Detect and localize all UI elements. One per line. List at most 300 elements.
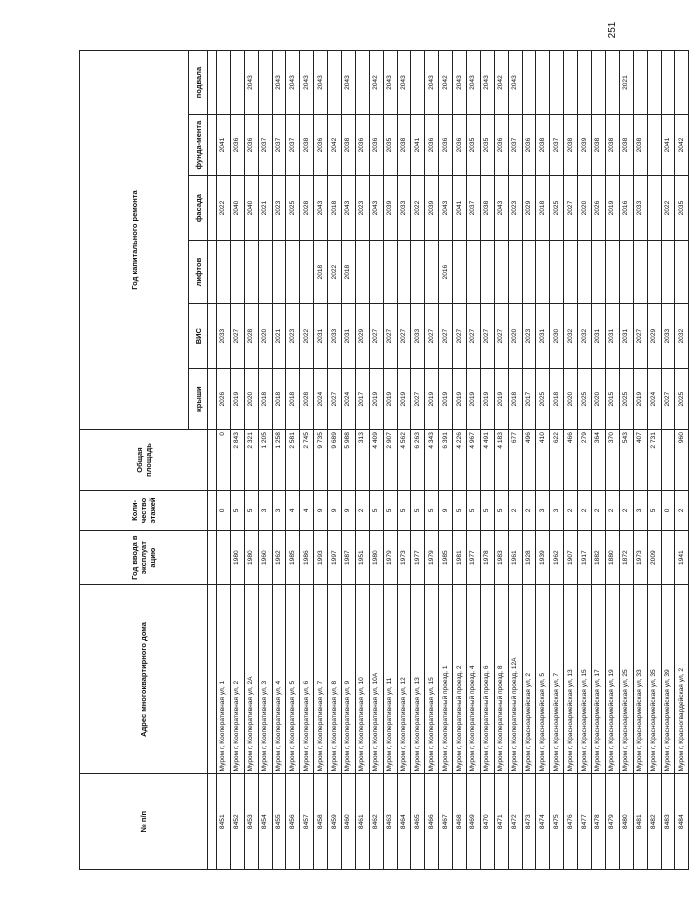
cell-num: 8458 [314, 774, 328, 870]
cell-basement: 2043 [300, 51, 314, 115]
cell-area: 543 [619, 430, 633, 491]
rotated-table-container [79, 50, 685, 870]
column-index-row [208, 51, 217, 870]
cell-address: Муром г, Кооперативный проезд, 8 [494, 585, 508, 774]
header-facade: фасада [189, 176, 208, 241]
cell-vis: 2032 [578, 304, 592, 369]
cell-num: 8470 [480, 774, 494, 870]
cell-year-built: 1962 [272, 530, 286, 585]
cell-year-built: 1986 [300, 530, 314, 585]
cell-foundation: 2036 [522, 115, 536, 176]
cell-year-built: 1961 [508, 530, 522, 585]
cell-num: 8464 [397, 774, 411, 870]
cell-year-built: 1977 [467, 530, 481, 585]
cell-foundation: 2036 [425, 115, 439, 176]
cell-area: 4 409 [369, 430, 383, 491]
cell-roof: 2019 [453, 369, 467, 430]
cell-lifts [675, 241, 689, 304]
cell-basement [647, 51, 661, 115]
cell-floors: 2 [355, 490, 369, 530]
cell-num: 8454 [258, 774, 272, 870]
cell-vis: 2033 [411, 304, 425, 369]
cell-year-built: 1907 [564, 530, 578, 585]
cell-foundation: 2042 [328, 115, 342, 176]
cell-vis: 2032 [564, 304, 578, 369]
table-body [217, 51, 689, 870]
cell-roof: 2020 [244, 369, 258, 430]
cell-address: Муром г, Красноармейская ул, 39 [661, 585, 675, 774]
cell-roof: 2019 [439, 369, 453, 430]
table-row [258, 51, 272, 870]
cell-floors: 3 [258, 490, 272, 530]
cell-facade: 2043 [494, 176, 508, 241]
cell-roof: 2027 [661, 369, 675, 430]
cell-roof: 2019 [383, 369, 397, 430]
cell-area: 0 [217, 430, 231, 491]
cell-address: Муром г, Кооперативная ул, 3 [258, 585, 272, 774]
cell-address: Муром г, Кооперативная ул, 4 [272, 585, 286, 774]
header-basement: подвала [189, 51, 208, 115]
cell-year-built: 1939 [536, 530, 550, 585]
cell-address: Муром г, Красноармейская ул, 7 [550, 585, 564, 774]
cell-roof: 2025 [619, 369, 633, 430]
cell-lifts [411, 241, 425, 304]
cell-basement [675, 51, 689, 115]
cell-lifts: 2016 [439, 241, 453, 304]
cell-foundation: 2038 [633, 115, 647, 176]
cell-num: 8477 [578, 774, 592, 870]
table-row [383, 51, 397, 870]
cell-area: 407 [633, 430, 647, 491]
cell-num: 8456 [286, 774, 300, 870]
header-year-built: Год ввода в эксплуат ацию [80, 530, 208, 585]
cell-vis: 2023 [286, 304, 300, 369]
cell-floors: 9 [314, 490, 328, 530]
cell-foundation: 2038 [564, 115, 578, 176]
cell-area: 9 689 [328, 430, 342, 491]
cell-address: Муром г, Кооперативный проезд, 4 [467, 585, 481, 774]
cell-facade: 2022 [661, 176, 675, 241]
cell-foundation: 2036 [244, 115, 258, 176]
cell-basement [230, 51, 244, 115]
table-row [494, 51, 508, 870]
cell-num: 8476 [564, 774, 578, 870]
cell-foundation: 2038 [605, 115, 619, 176]
cell-address: Муром г, Кооперативная ул, 12 [397, 585, 411, 774]
cell-basement [522, 51, 536, 115]
cell-facade: 2035 [675, 176, 689, 241]
cell-year-built: 1979 [383, 530, 397, 585]
cell-vis: 2027 [369, 304, 383, 369]
cell-year-built: 1997 [328, 530, 342, 585]
table-row [425, 51, 439, 870]
cell-address: Муром г, Красноармейская ул, 19 [605, 585, 619, 774]
cell-lifts [592, 241, 606, 304]
cell-basement: 2043 [453, 51, 467, 115]
cell-area: 4 562 [397, 430, 411, 491]
cell-area: 2 731 [647, 430, 661, 491]
cell-roof: 2024 [342, 369, 356, 430]
cell-roof: 2025 [536, 369, 550, 430]
cell-floors: 5 [244, 490, 258, 530]
header-roof: крыши [189, 369, 208, 430]
cell-lifts [453, 241, 467, 304]
cell-vis: 2021 [272, 304, 286, 369]
cell-foundation: 2041 [661, 115, 675, 176]
cell-year-built: 1928 [522, 530, 536, 585]
cell-roof: 2019 [230, 369, 244, 430]
cell-area: 1 258 [272, 430, 286, 491]
cell-num: 8469 [467, 774, 481, 870]
cell-foundation [647, 115, 661, 176]
table-row [550, 51, 564, 870]
cell-vis: 2033 [328, 304, 342, 369]
cell-floors: 3 [550, 490, 564, 530]
cell-roof: 2018 [550, 369, 564, 430]
cell-lifts [578, 241, 592, 304]
cell-vis: 2027 [494, 304, 508, 369]
cell-num: 8472 [508, 774, 522, 870]
header-foundation: фунда-мента [189, 115, 208, 176]
cell-vis: 2033 [661, 304, 675, 369]
cell-floors: 0 [217, 490, 231, 530]
cell-basement [355, 51, 369, 115]
cell-area: 4 183 [494, 430, 508, 491]
cell-floors: 4 [286, 490, 300, 530]
cell-facade: 2023 [272, 176, 286, 241]
cell-floors: 9 [328, 490, 342, 530]
cell-foundation: 2037 [272, 115, 286, 176]
cell-roof: 2019 [480, 369, 494, 430]
cell-vis: 2027 [383, 304, 397, 369]
cell-vis: 2029 [355, 304, 369, 369]
table-row [244, 51, 258, 870]
cell-roof: 2019 [425, 369, 439, 430]
cell-year-built: 1980 [244, 530, 258, 585]
table-row [411, 51, 425, 870]
table-row [467, 51, 481, 870]
cell-foundation: 2036 [355, 115, 369, 176]
cell-lifts [647, 241, 661, 304]
cell-basement: 2043 [397, 51, 411, 115]
cell-lifts [619, 241, 633, 304]
cell-num: 8462 [369, 774, 383, 870]
cell-roof: 2027 [411, 369, 425, 430]
cell-area: 313 [355, 430, 369, 491]
cell-foundation: 2039 [578, 115, 592, 176]
cell-num: 8451 [217, 774, 231, 870]
table-row [480, 51, 494, 870]
cell-year-built: 1973 [397, 530, 411, 585]
header-address: Адрес многоквартирного дома [80, 585, 208, 774]
cell-lifts [536, 241, 550, 304]
table-row [605, 51, 619, 870]
cell-address: Муром г, Кооперативная ул, 5 [286, 585, 300, 774]
cell-basement: 2042 [439, 51, 453, 115]
cell-basement [328, 51, 342, 115]
cell-facade: 2027 [564, 176, 578, 241]
cell-facade: 2041 [453, 176, 467, 241]
cell-foundation: 2036 [494, 115, 508, 176]
cell-year-built: 2009 [647, 530, 661, 585]
cell-lifts [633, 241, 647, 304]
cell-area: 1 205 [258, 430, 272, 491]
cell-floors: 2 [619, 490, 633, 530]
cell-foundation: 2038 [619, 115, 633, 176]
cell-num: 8468 [453, 774, 467, 870]
cell-facade: 2029 [522, 176, 536, 241]
cell-num: 8467 [439, 774, 453, 870]
cell-vis: 2028 [244, 304, 258, 369]
cell-floors: 9 [439, 490, 453, 530]
cell-lifts [480, 241, 494, 304]
cell-address: Муром г, Красноармейская ул, 25 [619, 585, 633, 774]
cell-roof: 2027 [328, 369, 342, 430]
cell-year-built: 1980 [230, 530, 244, 585]
cell-foundation: 2035 [383, 115, 397, 176]
cell-facade: 2020 [578, 176, 592, 241]
cell-roof: 2025 [675, 369, 689, 430]
cell-roof: 2018 [508, 369, 522, 430]
cell-year-built: 1941 [675, 530, 689, 585]
cell-basement: 2043 [314, 51, 328, 115]
cell-roof: 2018 [258, 369, 272, 430]
cell-lifts [508, 241, 522, 304]
cell-lifts [383, 241, 397, 304]
cell-num: 8484 [675, 774, 689, 870]
cell-foundation: 2042 [675, 115, 689, 176]
cell-num: 8452 [230, 774, 244, 870]
cell-facade: 2043 [314, 176, 328, 241]
cell-facade: 2043 [369, 176, 383, 241]
cell-basement [411, 51, 425, 115]
cell-basement: 2043 [467, 51, 481, 115]
cell-year-built [217, 530, 231, 585]
cell-year-built: 1872 [619, 530, 633, 585]
cell-area: 960 [675, 430, 689, 491]
cell-area: 2 907 [383, 430, 397, 491]
cell-vis: 2027 [230, 304, 244, 369]
cell-foundation: 2038 [397, 115, 411, 176]
cell-area: 364 [592, 430, 606, 491]
cell-year-built: 1960 [258, 530, 272, 585]
cell-vis: 2029 [647, 304, 661, 369]
cell-roof: 2025 [578, 369, 592, 430]
cell-vis: 2031 [605, 304, 619, 369]
cell-basement [536, 51, 550, 115]
cell-vis: 2027 [467, 304, 481, 369]
cell-vis: 2027 [453, 304, 467, 369]
cell-address: Муром г, Красногвардейская ул, 2 [675, 585, 689, 774]
cell-address: Муром г, Кооперативная ул, 10А [369, 585, 383, 774]
cell-area: 4 343 [425, 430, 439, 491]
cell-foundation: 2036 [453, 115, 467, 176]
cell-foundation: 2038 [592, 115, 606, 176]
cell-num: 8460 [342, 774, 356, 870]
table-row [272, 51, 286, 870]
cell-floors: 2 [675, 490, 689, 530]
header-repair-group: Год капитального ремонта [80, 51, 189, 430]
cell-facade: 2023 [508, 176, 522, 241]
cell-roof: 2028 [300, 369, 314, 430]
cell-vis: 2031 [314, 304, 328, 369]
cell-year-built: 1981 [453, 530, 467, 585]
table-row [286, 51, 300, 870]
cell-year-built: 1980 [369, 530, 383, 585]
cell-address: Муром г, Красноармейская ул, 35 [647, 585, 661, 774]
cell-floors: 5 [411, 490, 425, 530]
cell-floors: 2 [508, 490, 522, 530]
cell-year-built: 1985 [286, 530, 300, 585]
cell-basement: 2043 [508, 51, 522, 115]
cell-year-built: 1951 [355, 530, 369, 585]
table-row [453, 51, 467, 870]
cell-year-built: 1993 [314, 530, 328, 585]
cell-year-built: 1979 [425, 530, 439, 585]
cell-facade: 2043 [342, 176, 356, 241]
cell-basement [605, 51, 619, 115]
cell-area: 5 988 [342, 430, 356, 491]
cell-area: 4 491 [480, 430, 494, 491]
cell-floors: 2 [605, 490, 619, 530]
table-row [633, 51, 647, 870]
cell-year-built: 1978 [480, 530, 494, 585]
cell-num: 8483 [661, 774, 675, 870]
header-lifts: лифтов [189, 241, 208, 304]
cell-foundation: 2038 [300, 115, 314, 176]
cell-lifts: 2018 [314, 241, 328, 304]
cell-facade: 2040 [244, 176, 258, 241]
cell-vis: 2027 [480, 304, 494, 369]
cell-floors: 2 [592, 490, 606, 530]
cell-year-built: 1983 [494, 530, 508, 585]
cell-lifts [272, 241, 286, 304]
cell-floors: 3 [633, 490, 647, 530]
cell-facade: 2026 [592, 176, 606, 241]
cell-roof: 2024 [647, 369, 661, 430]
cell-area: 677 [508, 430, 522, 491]
cell-facade: 2040 [230, 176, 244, 241]
cell-roof: 2020 [564, 369, 578, 430]
cell-facade: 2033 [397, 176, 411, 241]
cell-floors: 5 [467, 490, 481, 530]
table-row [355, 51, 369, 870]
cell-basement: 2042 [494, 51, 508, 115]
cell-facade: 2018 [536, 176, 550, 241]
cell-address: Муром г, Кооперативная ул, 10 [355, 585, 369, 774]
cell-foundation: 2036 [439, 115, 453, 176]
table-row [564, 51, 578, 870]
cell-foundation: 2036 [230, 115, 244, 176]
cell-foundation: 2041 [217, 115, 231, 176]
cell-foundation: 2036 [314, 115, 328, 176]
cell-num: 8471 [494, 774, 508, 870]
header-area: Общая площадь [80, 430, 208, 491]
table-row [439, 51, 453, 870]
cell-address: Муром г, Красноармейская ул, 17 [592, 585, 606, 774]
cell-roof: 2015 [605, 369, 619, 430]
cell-foundation: 2038 [536, 115, 550, 176]
cell-floors: 9 [342, 490, 356, 530]
cell-num: 8457 [300, 774, 314, 870]
cell-vis: 2022 [300, 304, 314, 369]
cell-address: Муром г, Красноармейская ул, 5 [536, 585, 550, 774]
cell-vis: 2033 [217, 304, 231, 369]
cell-address: Муром г, Кооперативная ул, 6 [300, 585, 314, 774]
cell-facade: 2037 [467, 176, 481, 241]
cell-num: 8480 [619, 774, 633, 870]
cell-year-built: 1917 [578, 530, 592, 585]
cell-num: 8482 [647, 774, 661, 870]
table-row [661, 51, 675, 870]
cell-vis: 2027 [439, 304, 453, 369]
cell-vis: 2032 [675, 304, 689, 369]
cell-floors: 3 [272, 490, 286, 530]
cell-floors: 5 [647, 490, 661, 530]
cell-address: Муром г, Красноармейская ул, 2 [522, 585, 536, 774]
cell-floors: 5 [453, 490, 467, 530]
table-row [522, 51, 536, 870]
cell-num: 8461 [355, 774, 369, 870]
cell-lifts [467, 241, 481, 304]
cell-lifts [550, 241, 564, 304]
cell-floors: 2 [578, 490, 592, 530]
cell-num: 8459 [328, 774, 342, 870]
cell-facade: 2025 [550, 176, 564, 241]
cell-lifts [286, 241, 300, 304]
cell-lifts [258, 241, 272, 304]
cell-lifts [244, 241, 258, 304]
cell-area: 9 735 [314, 430, 328, 491]
cell-floors: 5 [369, 490, 383, 530]
cell-area: 6 263 [411, 430, 425, 491]
cell-basement: 2021 [619, 51, 633, 115]
cell-basement [217, 51, 231, 115]
cell-roof: 2018 [272, 369, 286, 430]
cell-vis: 2030 [550, 304, 564, 369]
cell-lifts [355, 241, 369, 304]
cell-facade: 2039 [383, 176, 397, 241]
cell-roof: 2019 [494, 369, 508, 430]
cell-basement [661, 51, 675, 115]
cell-vis: 2023 [522, 304, 536, 369]
cell-lifts [522, 241, 536, 304]
cell-floors: 0 [661, 490, 675, 530]
cell-num: 8481 [633, 774, 647, 870]
cell-area: 370 [605, 430, 619, 491]
cell-lifts [494, 241, 508, 304]
cell-floors: 3 [536, 490, 550, 530]
cell-num: 8465 [411, 774, 425, 870]
cell-area [661, 430, 675, 491]
cell-lifts [425, 241, 439, 304]
cell-facade: 2019 [605, 176, 619, 241]
cell-address: Муром г, Красноармейская ул, 33 [633, 585, 647, 774]
cell-roof: 2017 [522, 369, 536, 430]
table-row [217, 51, 231, 870]
header-floors: Коли-чество этажей [80, 490, 208, 530]
cell-num: 8466 [425, 774, 439, 870]
cell-vis: 2031 [619, 304, 633, 369]
cell-floors: 4 [300, 490, 314, 530]
cell-address: Муром г, Кооперативный проезд, 2 [453, 585, 467, 774]
cell-address: Муром г, Кооперативная ул, 1 [217, 585, 231, 774]
cell-address: Муром г, Кооперативный проезд, 12А [508, 585, 522, 774]
cell-num: 8478 [592, 774, 606, 870]
cell-num: 8455 [272, 774, 286, 870]
cell-facade: 2023 [355, 176, 369, 241]
cell-roof: 2018 [286, 369, 300, 430]
